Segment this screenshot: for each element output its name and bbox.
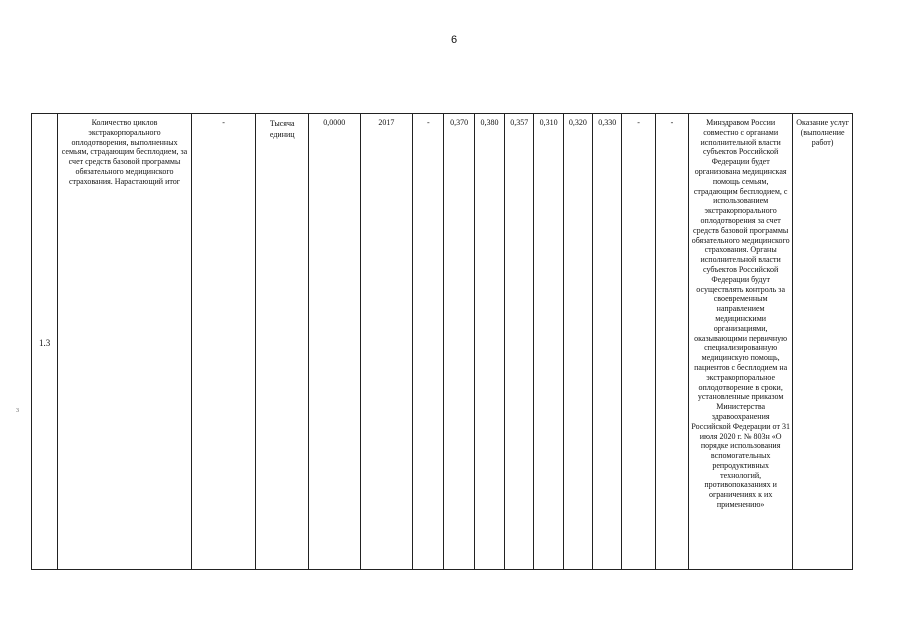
value-cell: 0,320 xyxy=(563,114,592,570)
base-year: 2017 xyxy=(360,114,413,570)
indicator-name: Количество циклов экстракорпорального оплодотворения, выполненных семьям, страдающим бесплодием, за счет средств базовой программы обязательного медицинского страхования. Нарастающий итог xyxy=(58,114,191,570)
value-cell: - xyxy=(622,114,655,570)
table-row xyxy=(32,114,853,570)
indicator-level: - xyxy=(191,114,256,570)
value-cell: - xyxy=(413,114,444,570)
unit-of-measure: Тысяча единиц xyxy=(256,114,309,570)
value-cell: 0,357 xyxy=(505,114,534,570)
margin-mark: 3 xyxy=(16,408,19,414)
page-number: 6 xyxy=(450,34,458,46)
indicators-table xyxy=(31,113,853,570)
result-type: Оказание услуг (выполнение работ) xyxy=(793,114,853,570)
row-number: 1.3 xyxy=(32,114,58,570)
value-cell: 0,370 xyxy=(444,114,474,570)
value-cell: 0,310 xyxy=(534,114,563,570)
value-cell: - xyxy=(655,114,688,570)
measure-description: Минздравом России совместно с органами исполнительной власти субъектов Российской Федерации будет организована медицинская помощь семьям, страдающим бесплодием, с использованием экстракорпорального оплодотворения за счет средств базовой программы обязательного медицинского страхования. Органы исполнительной власти субъектов Российской Федерации будут осуществлять контроль за своевременным направлением медицинскими организациями, оказывающими первичную специализированную медицинскую помощь, пациентов с бесплодием на экстракорпоральное оплодотворение в сроки, установленные приказом Министерства здравоохранения Российской Федерации от 31 июля 2020 г. № 803н «О порядке использования вспомогательных репродуктивных технологий, противопоказаниях и ограничениях к их применению» xyxy=(689,114,793,570)
base-value: 0,0000 xyxy=(309,114,361,570)
value-cell: 0,380 xyxy=(474,114,504,570)
value-cell: 0,330 xyxy=(593,114,622,570)
